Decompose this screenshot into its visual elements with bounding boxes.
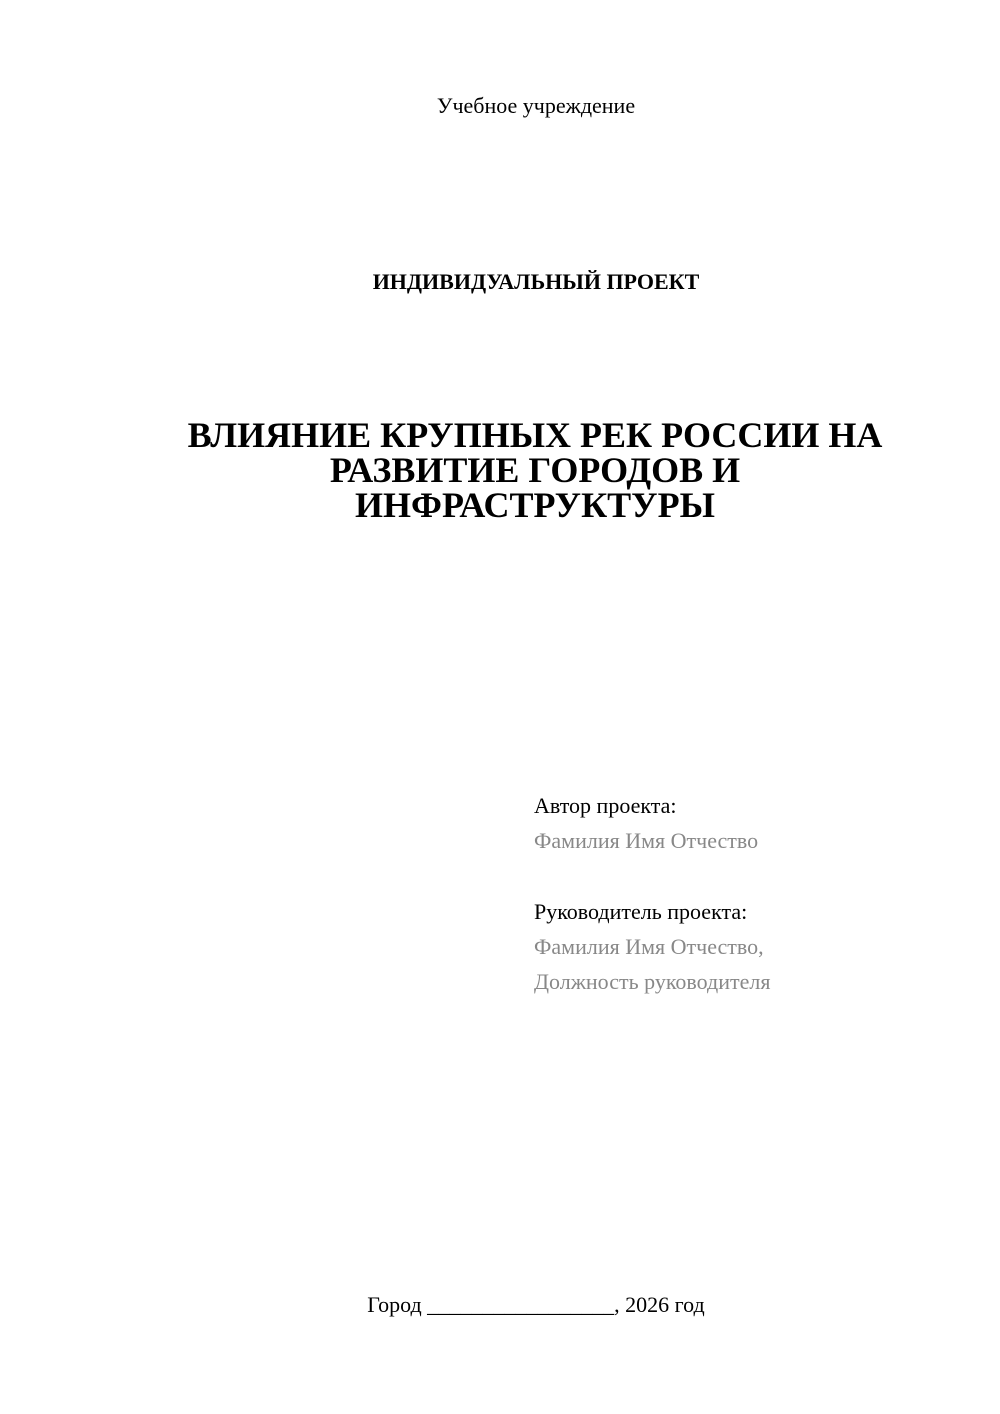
supervisor-position: Должность руководителя: [534, 969, 771, 994]
institution-name: Учебное учреждение: [436, 93, 636, 118]
project-title: [120, 415, 950, 525]
supervisor-name: Фамилия Имя Отчество,: [534, 934, 764, 959]
city-blank: _________________: [427, 1292, 615, 1317]
title-line: ИНФРАСТРУКТУРЫ: [355, 485, 715, 525]
supervisor-label: Руководитель проекта:: [534, 899, 748, 924]
document-type: ИНДИВИДУАЛЬНЫЙ ПРОЕКТ: [372, 269, 700, 294]
title-line: РАЗВИТИЕ ГОРОДОВ И: [329, 450, 741, 490]
credits-block: [534, 788, 974, 999]
author-label: Автор проекта:: [534, 793, 677, 818]
title-line: ВЛИЯНИЕ КРУПНЫХ РЕК РОССИИ НА: [187, 415, 883, 455]
author-name: Фамилия Имя Отчество: [534, 828, 759, 853]
year-text: , 2026 год: [614, 1292, 705, 1317]
city-label: Город: [367, 1292, 422, 1317]
spacer: [534, 858, 974, 894]
city-year-line: [0, 1290, 1000, 1320]
